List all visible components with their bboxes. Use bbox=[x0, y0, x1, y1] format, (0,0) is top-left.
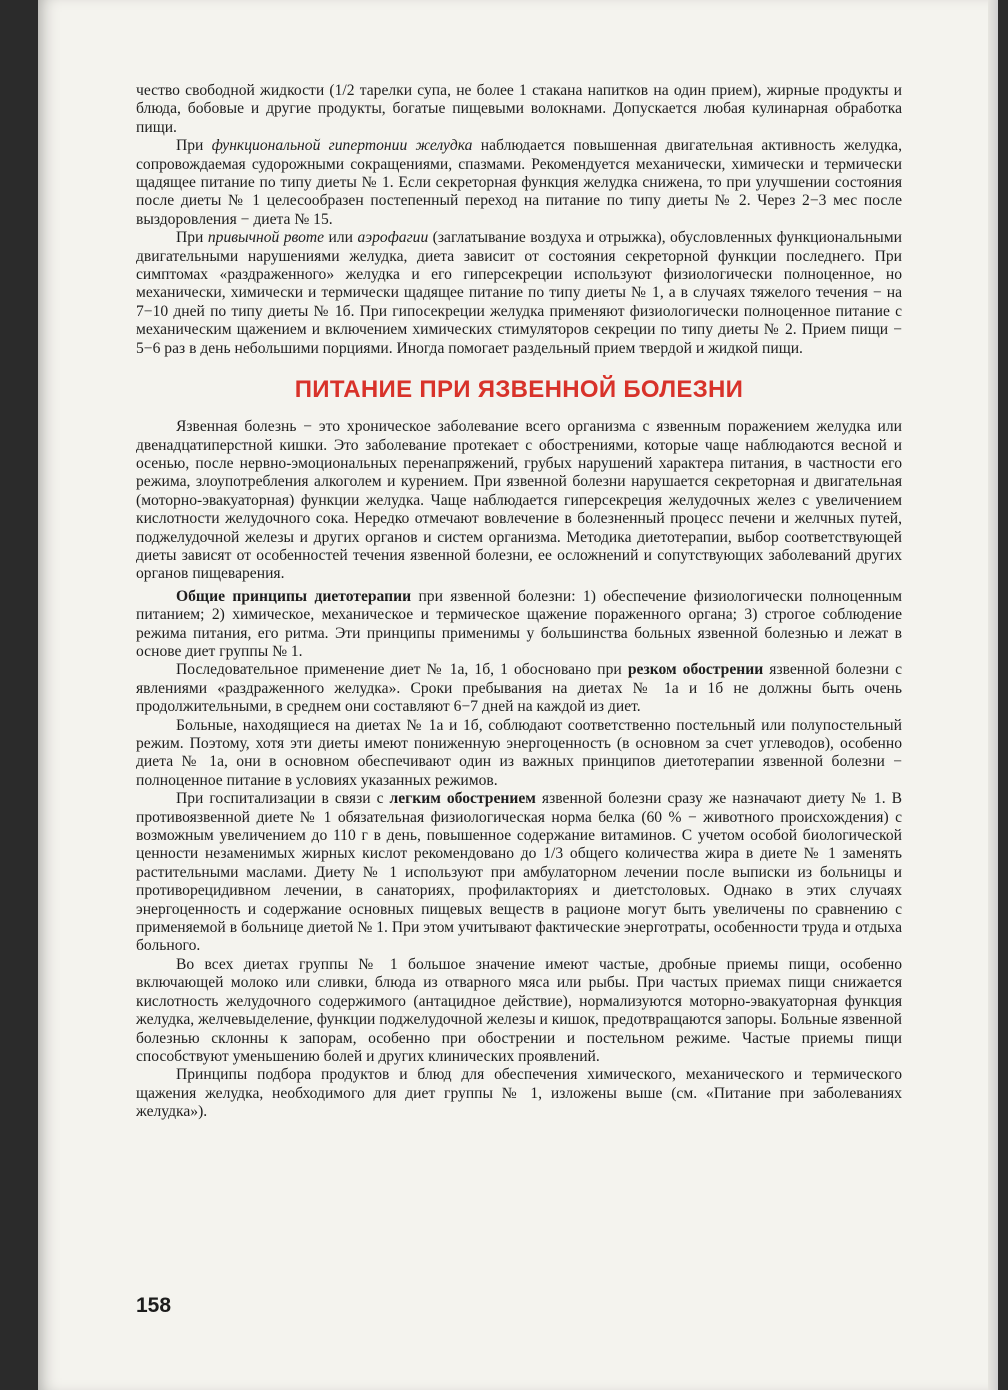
body-text bbox=[136, 82, 902, 1122]
paragraph-frequent-meals: Во всех диетах группы № 1 большое значение имеют частые, дробные приемы пищи, особенно включающей молоко или сливки, блюда из отварного мяса или рыбы. При частых приемах пищи снижается кислотность желудочного содержимого (антацидное действие), нормализуются моторно-эвакуаторная функция желудка, желчевыделение, функции поджелудочной железы и кишок, предотвращаются запоры. Больные язвенной болезнью склонны к запорам, особенно при обострении и постельном режиме. Частые приемы пищи способствуют уменьшению болей и других клинических проявлений. bbox=[136, 955, 902, 1065]
term-aerophagia: аэрофагии bbox=[357, 229, 429, 247]
term-general-principles: Общие принципы диетотерапии bbox=[176, 587, 412, 605]
paragraph-vomiting-aerophagia: При привычной рвоте или аэрофагии (заглатывание воздуха и отрыжка), обусловленных функциональными двигательными нарушениями желудка, диета зависит от состояния секреторной функции последнего. При симптомах «раздраженного» желудка и его гиперсекреции используют физиологически полноценное, но механически, химически и термически щадящее питание по типу диеты № 1, а в случаях тяжелого течения − на 7−10 дней по типу диеты № 1б. При гипосекреции желудка применяют физиологически полноценное питание с механическим щажением и включением химических стимуляторов секреции по типу диеты № 2. Прием пищи − 5−6 раз в день небольшими порциями. Иногда помогает раздельный прием твердой и жидкой пищи. bbox=[136, 229, 902, 357]
page-number: 158 bbox=[136, 1294, 172, 1317]
term-mild-exacerbation: легким обострением bbox=[389, 790, 536, 808]
paragraph-functional-hypertonia: При функциональной гипертонии желудка наблюдается повышенная двигательная активность желудка, сопровождаемая судорожными сокращениями, спазмами. Рекомендуется механически, химически и термически щадящее питание по типу диеты № 1. Если секреторная функция желудка снижена, то при улучшении состояния после диеты № 1 целесообразен постепенный переход на питание по типу диеты № 2. Через 2−3 мес после выздоровления − диета № 15. bbox=[136, 137, 902, 228]
term-habitual-vomiting: привычной рвоте bbox=[207, 229, 325, 247]
page-edge bbox=[988, 0, 998, 1390]
paragraph-bed-regime: Больные, находящиеся на диетах № 1а и 1б, соблюдают соответственно постельный или полупостельный режим. Поэтому, хотя эти диеты имеют пониженную энергоценность (в основном за счет углеводов), особенно диета № 1а, они в основном обеспечивают один из важных принципов диетотерапии язвенной болезни − полноценное питание в условиях указанных режимов. bbox=[136, 716, 902, 789]
paragraph-product-selection: Принципы подбора продуктов и блюд для обеспечения химического, механического и термического щажения желудка, необходимого для диет группы № 1, изложены выше (см. «Питание при заболеваниях желудка»). bbox=[136, 1066, 902, 1121]
term-functional-hypertonia: функциональной гипертонии желудка bbox=[211, 137, 473, 155]
paragraph-mild-exacerbation: При госпитализации в связи с легким обострением язвенной болезни сразу же назначают диету № 1. В противоязвенной диете № 1 обязательная физиологическая норма белка (60 % − животного происхождения) с возможным увеличением до 110 г в день, повышенное содержание витаминов. С учетом особой биологической ценности незаменимых жирных кислот рекомендовано до 1/3 общего количества жира в диете № 1 заменять растительными маслами. Диету № 1 используют при амбулаторном лечении после выписки из больницы и противорецидивном лечении, в санаториях, профилакториях и диетстоловых. Однако в этих случаях энергоценность и содержание основных пищевых веществ в рационе могут быть увеличены по сравнению с применяемой в больнице диетой № 1. При этом учитывают фактические энерготраты, особенности труда и отдыха больного. bbox=[136, 790, 902, 955]
term-sharp-exacerbation: резком обострении bbox=[627, 661, 764, 679]
paragraph-sharp-exacerbation: Последовательное применение диет № 1а, 1б, 1 обосновано при резком обострении язвенной болезни с явлениями «раздраженного желудка». Сроки пребывания на диетах № 1а и 1б не должны быть очень продолжительными, в среднем они составляют 6−7 дней на каждой из диет. bbox=[136, 661, 902, 716]
paragraph-1: чество свободной жидкости (1/2 тарелки супа, не более 1 стакана напитков на один прием), жирные продукты и блюда, бобовые и другие продукты, богатые пищевыми волокнами. Допускается любая кулинарная обработка пищи. bbox=[136, 82, 902, 136]
paragraph-ulcer-definition: Язвенная болезнь − это хроническое заболевание всего организма с язвенным поражением желудка или двенадцатиперстной кишки. Это заболевание протекает с обострениями, которые чаще наблюдаются весной и осенью, после нервно-эмоциональных перенапряжений, грубых нарушений характера питания, в частности его режима, злоупотребления алкоголем и курением. При язвенной болезни нарушается секреторная и двигательная (моторно-эвакуаторная) функции желудка. Чаще наблюдается гиперсекреция желудочных желез с увеличением кислотности желудочного сока. Нередко отмечают вовлечение в болезненный процесс печени и желчных путей, поджелудочной железы и других органов и систем организма. Методика диетотерапии, выбор соответствующей диеты зависят от особенностей течения язвенной болезни, ее осложнений и сопутствующих заболеваний других органов пищеварения. bbox=[136, 418, 902, 583]
section-title: ПИТАНИЕ ПРИ ЯЗВЕННОЙ БОЛЕЗНИ bbox=[294, 376, 744, 404]
paragraph-general-principles: Общие принципы диетотерапии при язвенной болезни: 1) обеспечение физиологически полноценным питанием; 2) химическое, механическое и термическое щажение пораженного органа; 3) строгое соблюдение режима питания, его ритма. Эти принципы применимы у большинства больных язвенной болезнью и лежат в основе диет группы № 1. bbox=[136, 587, 902, 660]
